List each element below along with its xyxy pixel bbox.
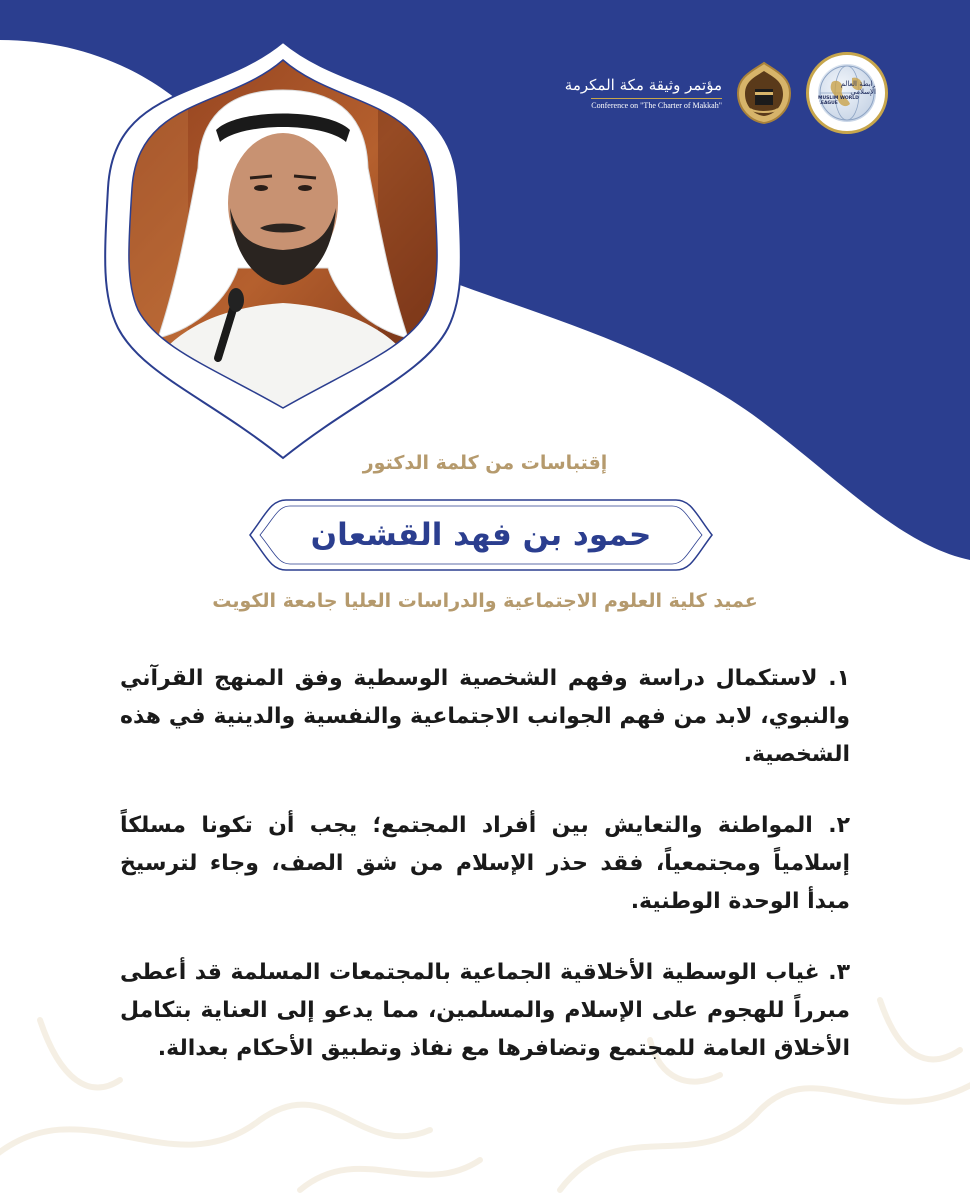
conference-logo-arabic: مؤتمر وثيقة مكة المكرمة [564,76,722,94]
speaker-name: حمود بن فهد القشعان [310,517,652,553]
quotes-list [120,660,850,1101]
quote-item: ٢. المواطنة والتعايش بين أفراد المجتمع؛ يجب أن تكونا مسلكاً إسلامياً ومجتمعياً، فقد حذر الإسلام من شق الصف، وجاء لترسيخ مبدأ الوحدة الوطنية. [120,813,850,914]
mwl-logo-english: MUSLIM WORLD LEAGUE [818,96,859,106]
speaker-portrait [88,38,478,462]
speaker-role: عميد كلية العلوم الاجتماعية والدراسات العليا جامعة الكويت [212,590,758,612]
conference-logo [565,76,722,110]
header-logos [565,48,888,138]
muslim-world-league-logo [806,52,888,134]
quote-item: ١. لاستكمال دراسة وفهم الشخصية الوسطية وفق المنهج القرآني والنبوي، لابد من فهم الجوانب الاجتماعية والنفسية والدينية في هذه الشخصية. [120,666,850,767]
kaaba-emblem-icon [734,61,794,125]
quote-item: ٣. غياب الوسطية الأخلاقية الجماعية بالمجتمعات المسلمة قد أعطى مبرراً للهجوم على الإسلام والمسلمين، مما يدعو إلى العناية بتكامل الأخلاق العامة للمجتمع وتضافرها مع نفاذ وتطبيق الأحكام بعدالة. [120,960,850,1061]
mwl-logo-arabic: رابطة العالم الإسلامي [840,80,876,96]
quotes-pretitle: إقتباسات من كلمة الدكتور [362,452,608,474]
conference-logo-english: Conference on "The Charter of Makkah" [591,98,722,110]
globe-icon [818,64,876,122]
